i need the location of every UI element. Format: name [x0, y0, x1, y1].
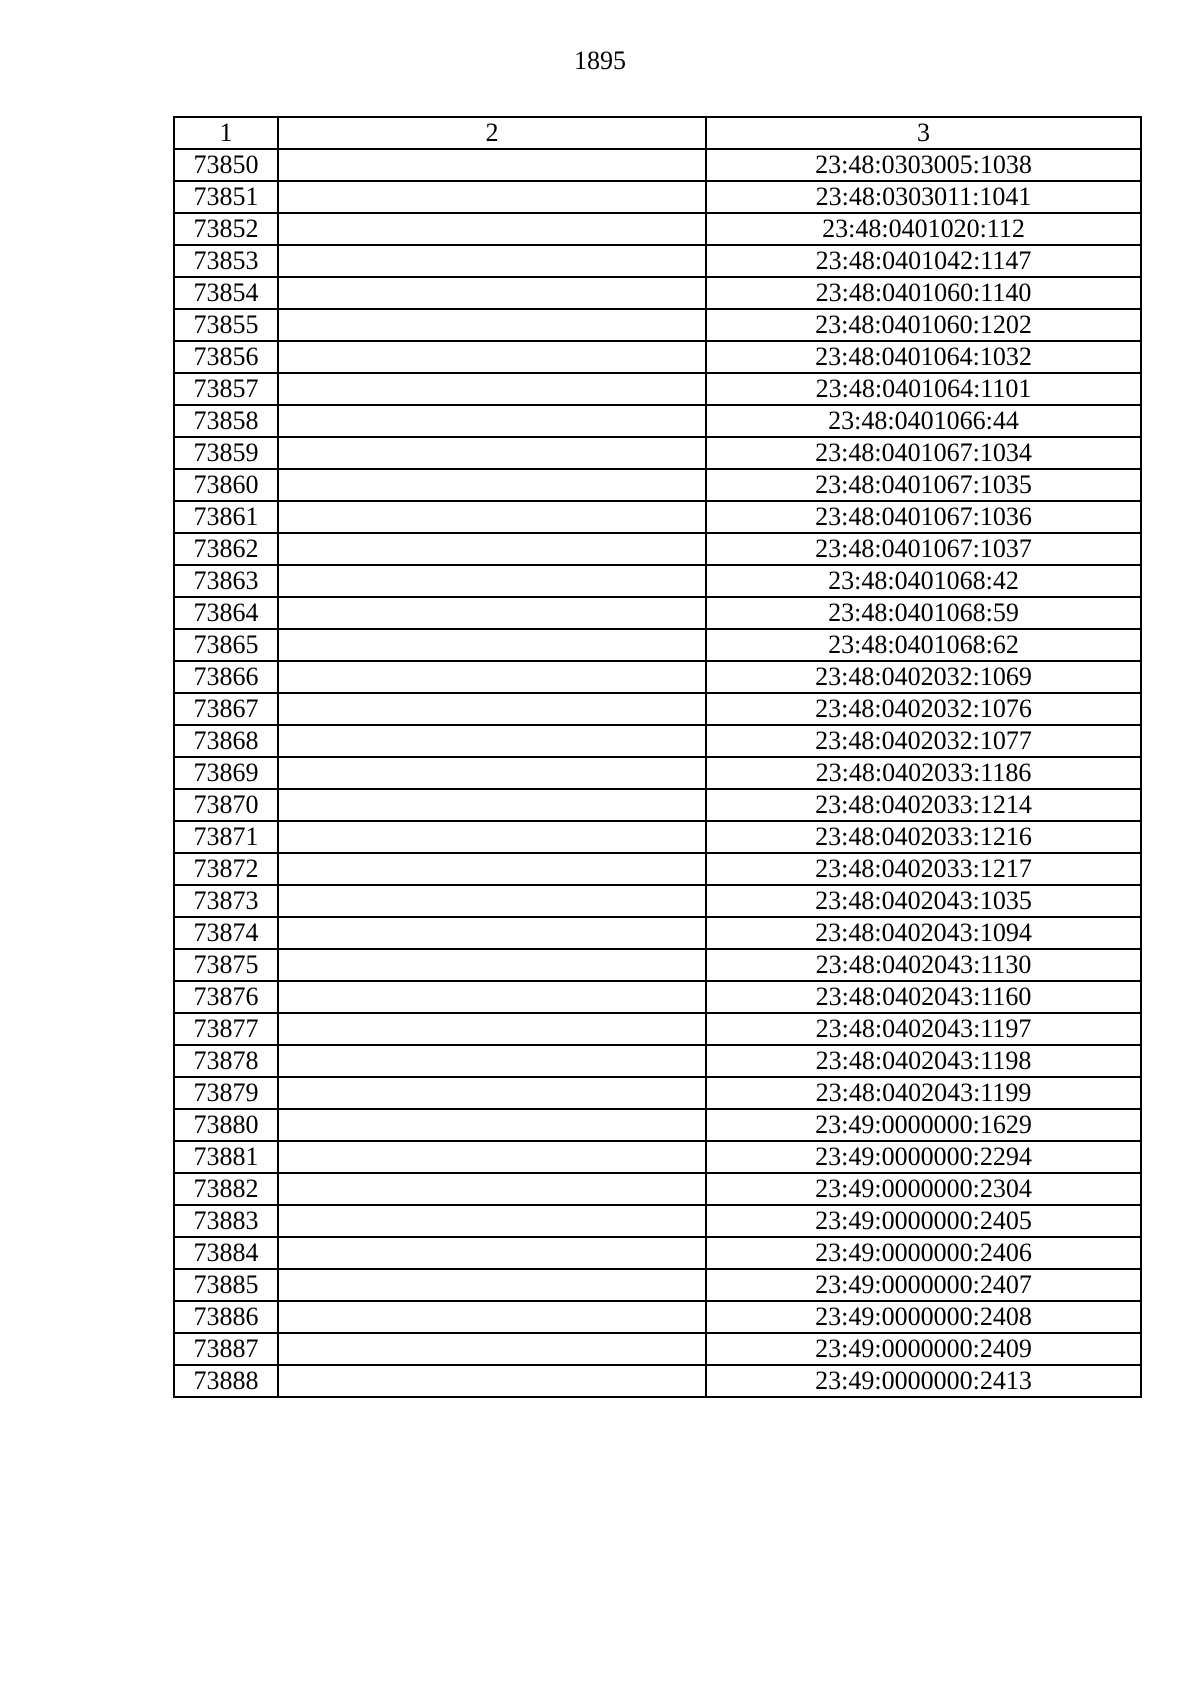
name-cell	[278, 1237, 706, 1269]
cadastral-number-cell: 23:49:0000000:2406	[706, 1237, 1141, 1269]
row-number-cell: 73850	[174, 149, 278, 181]
column-header-3: 3	[706, 117, 1141, 149]
table-row	[174, 1333, 1141, 1365]
table-row	[174, 853, 1141, 885]
row-number-cell: 73872	[174, 853, 278, 885]
table-row	[174, 789, 1141, 821]
table-row	[174, 245, 1141, 277]
row-number-cell: 73866	[174, 661, 278, 693]
cadastral-number-cell: 23:48:0402032:1076	[706, 693, 1141, 725]
column-header-1: 1	[174, 117, 278, 149]
row-number-cell: 73870	[174, 789, 278, 821]
cadastral-number-cell: 23:49:0000000:2408	[706, 1301, 1141, 1333]
table-row	[174, 437, 1141, 469]
table-row	[174, 1173, 1141, 1205]
name-cell	[278, 1141, 706, 1173]
cadastral-number-cell: 23:48:0401068:62	[706, 629, 1141, 661]
cadastral-number-cell: 23:48:0401067:1036	[706, 501, 1141, 533]
cadastral-number-cell: 23:49:0000000:2304	[706, 1173, 1141, 1205]
cadastral-number-cell: 23:49:0000000:2294	[706, 1141, 1141, 1173]
table-row	[174, 1077, 1141, 1109]
name-cell	[278, 373, 706, 405]
name-cell	[278, 757, 706, 789]
row-number-cell: 73864	[174, 597, 278, 629]
row-number-cell: 73884	[174, 1237, 278, 1269]
table-row	[174, 885, 1141, 917]
name-cell	[278, 821, 706, 853]
name-cell	[278, 565, 706, 597]
table-row	[174, 213, 1141, 245]
cadastral-number-cell: 23:48:0401060:1202	[706, 309, 1141, 341]
row-number-cell: 73887	[174, 1333, 278, 1365]
name-cell	[278, 437, 706, 469]
name-cell	[278, 405, 706, 437]
row-number-cell: 73881	[174, 1141, 278, 1173]
table-row	[174, 149, 1141, 181]
name-cell	[278, 341, 706, 373]
cadastral-number-cell: 23:48:0402043:1035	[706, 885, 1141, 917]
table-row	[174, 661, 1141, 693]
cadastral-number-cell: 23:48:0401020:112	[706, 213, 1141, 245]
row-number-cell: 73855	[174, 309, 278, 341]
table-row	[174, 1365, 1141, 1397]
row-number-cell: 73859	[174, 437, 278, 469]
name-cell	[278, 629, 706, 661]
cadastral-number-cell: 23:48:0402032:1069	[706, 661, 1141, 693]
cadastral-number-cell: 23:48:0401042:1147	[706, 245, 1141, 277]
row-number-cell: 73876	[174, 981, 278, 1013]
table-row	[174, 309, 1141, 341]
cadastral-number-cell: 23:48:0402033:1216	[706, 821, 1141, 853]
row-number-cell: 73886	[174, 1301, 278, 1333]
table-row	[174, 1301, 1141, 1333]
cadastral-number-cell: 23:48:0401068:59	[706, 597, 1141, 629]
cadastral-number-cell: 23:49:0000000:1629	[706, 1109, 1141, 1141]
cadastral-number-cell: 23:48:0401067:1034	[706, 437, 1141, 469]
row-number-cell: 73863	[174, 565, 278, 597]
row-number-cell: 73873	[174, 885, 278, 917]
table-row	[174, 565, 1141, 597]
row-number-cell: 73871	[174, 821, 278, 853]
page-number: 1895	[574, 46, 626, 75]
row-number-cell: 73851	[174, 181, 278, 213]
name-cell	[278, 949, 706, 981]
cadastral-number-cell: 23:48:0402032:1077	[706, 725, 1141, 757]
cadastral-number-cell: 23:48:0402033:1217	[706, 853, 1141, 885]
table-row	[174, 1237, 1141, 1269]
table-row	[174, 533, 1141, 565]
name-cell	[278, 1205, 706, 1237]
table-row	[174, 277, 1141, 309]
row-number-cell: 73879	[174, 1077, 278, 1109]
table-row	[174, 981, 1141, 1013]
cadastral-number-cell: 23:48:0402033:1214	[706, 789, 1141, 821]
column-header-2: 2	[278, 117, 706, 149]
table-body	[174, 149, 1141, 1397]
row-number-cell: 73867	[174, 693, 278, 725]
cadastral-number-cell: 23:48:0401064:1101	[706, 373, 1141, 405]
row-number-cell: 73853	[174, 245, 278, 277]
cadastral-number-cell: 23:49:0000000:2409	[706, 1333, 1141, 1365]
table-row	[174, 405, 1141, 437]
cadastral-number-cell: 23:48:0401066:44	[706, 405, 1141, 437]
row-number-cell: 73877	[174, 1013, 278, 1045]
name-cell	[278, 533, 706, 565]
row-number-cell: 73880	[174, 1109, 278, 1141]
row-number-cell: 73874	[174, 917, 278, 949]
cadastral-number-cell: 23:48:0402043:1199	[706, 1077, 1141, 1109]
name-cell	[278, 789, 706, 821]
table-row	[174, 469, 1141, 501]
table-row	[174, 1013, 1141, 1045]
cadastral-number-cell: 23:48:0401068:42	[706, 565, 1141, 597]
name-cell	[278, 469, 706, 501]
row-number-cell: 73857	[174, 373, 278, 405]
table-row	[174, 1141, 1141, 1173]
row-number-cell: 73885	[174, 1269, 278, 1301]
name-cell	[278, 149, 706, 181]
table-row	[174, 341, 1141, 373]
row-number-cell: 73861	[174, 501, 278, 533]
name-cell	[278, 1045, 706, 1077]
name-cell	[278, 1365, 706, 1397]
name-cell	[278, 1013, 706, 1045]
name-cell	[278, 309, 706, 341]
cadastral-number-cell: 23:48:0401067:1035	[706, 469, 1141, 501]
cadastral-number-cell: 23:48:0402043:1130	[706, 949, 1141, 981]
row-number-cell: 73883	[174, 1205, 278, 1237]
cadastral-number-cell: 23:48:0402033:1186	[706, 757, 1141, 789]
name-cell	[278, 1333, 706, 1365]
row-number-cell: 73875	[174, 949, 278, 981]
cadastral-number-cell: 23:48:0401064:1032	[706, 341, 1141, 373]
table-row	[174, 501, 1141, 533]
name-cell	[278, 1109, 706, 1141]
table-row	[174, 821, 1141, 853]
cadastral-number-cell: 23:48:0401067:1037	[706, 533, 1141, 565]
cadastral-number-cell: 23:48:0402043:1198	[706, 1045, 1141, 1077]
name-cell	[278, 181, 706, 213]
cadastral-number-cell: 23:48:0401060:1140	[706, 277, 1141, 309]
cadastral-number-cell: 23:48:0402043:1160	[706, 981, 1141, 1013]
row-number-cell: 73854	[174, 277, 278, 309]
name-cell	[278, 885, 706, 917]
table-header-row	[174, 117, 1141, 149]
table-row	[174, 629, 1141, 661]
cadastral-number-cell: 23:49:0000000:2405	[706, 1205, 1141, 1237]
table-row	[174, 1109, 1141, 1141]
row-number-cell: 73860	[174, 469, 278, 501]
name-cell	[278, 853, 706, 885]
table-row	[174, 181, 1141, 213]
name-cell	[278, 725, 706, 757]
name-cell	[278, 501, 706, 533]
table-row	[174, 1205, 1141, 1237]
name-cell	[278, 1173, 706, 1205]
name-cell	[278, 213, 706, 245]
name-cell	[278, 1301, 706, 1333]
cadastral-number-cell: 23:48:0402043:1094	[706, 917, 1141, 949]
table-row	[174, 693, 1141, 725]
table-row	[174, 1045, 1141, 1077]
table-row	[174, 949, 1141, 981]
name-cell	[278, 981, 706, 1013]
name-cell	[278, 693, 706, 725]
name-cell	[278, 597, 706, 629]
table-row	[174, 1269, 1141, 1301]
table-row	[174, 373, 1141, 405]
name-cell	[278, 661, 706, 693]
cadastral-number-cell: 23:49:0000000:2413	[706, 1365, 1141, 1397]
row-number-cell: 73852	[174, 213, 278, 245]
name-cell	[278, 277, 706, 309]
name-cell	[278, 245, 706, 277]
registry-table	[173, 116, 1142, 1398]
row-number-cell: 73869	[174, 757, 278, 789]
table-row	[174, 917, 1141, 949]
row-number-cell: 73868	[174, 725, 278, 757]
cadastral-number-cell: 23:48:0303005:1038	[706, 149, 1141, 181]
name-cell	[278, 1077, 706, 1109]
row-number-cell: 73862	[174, 533, 278, 565]
cadastral-number-cell: 23:49:0000000:2407	[706, 1269, 1141, 1301]
row-number-cell: 73882	[174, 1173, 278, 1205]
table-row	[174, 597, 1141, 629]
row-number-cell: 73856	[174, 341, 278, 373]
name-cell	[278, 917, 706, 949]
row-number-cell: 73878	[174, 1045, 278, 1077]
row-number-cell: 73865	[174, 629, 278, 661]
cadastral-number-cell: 23:48:0303011:1041	[706, 181, 1141, 213]
table-row	[174, 757, 1141, 789]
row-number-cell: 73888	[174, 1365, 278, 1397]
table-row	[174, 725, 1141, 757]
name-cell	[278, 1269, 706, 1301]
row-number-cell: 73858	[174, 405, 278, 437]
cadastral-number-cell: 23:48:0402043:1197	[706, 1013, 1141, 1045]
